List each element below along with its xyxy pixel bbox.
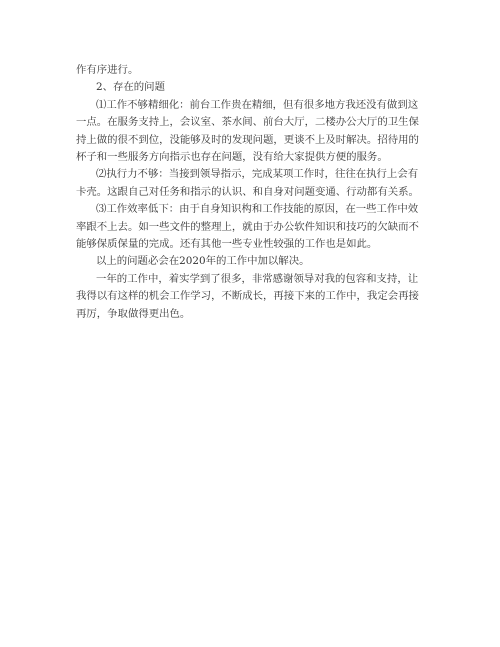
paragraph-issue-2: ⑵执行力不够：当接到领导指示，完成某项工作时，往往在执行上会有卡壳。这跟自己对任务和指示的认识、和自身对问题变通、行动都有关系。: [76, 168, 419, 198]
paragraph-continuation: 作有序进行。: [76, 64, 139, 76]
paragraph-issue-3: ⑶工作效率低下：由于自身知识构和工作技能的原因，在一些工作中效率跟不上去。如一些文件的整理上，就由于办公软件知识和技巧的欠缺而不能够保质保量的完成。还有其他一些专业性较强的工作也是如此。: [76, 203, 419, 251]
section-heading: 2、存在的问题: [96, 81, 165, 94]
paragraph-closing: 一年的工作中，着实学到了很多，非常感谢领导对我的包容和支持，让我得以有这样的机会工作学习，不断成长，再接下来的工作中，我定会再接再厉，争取做得更出色。: [76, 272, 419, 320]
document-body: [76, 62, 426, 323]
paragraph-issue-1: ⑴工作不够精细化：前台工作贵在精细，但有很多地方我还没有做到这一点。在服务支持上，会议室、茶水间、前台大厅，二楼办公大厅的卫生保持上做的很不到位，没能够及时的发现问题，更谈不上及时解决。招待用的杯子和一些服务方向指示也存在问题，没有给大家提供方便的服务。: [76, 98, 419, 164]
paragraph-resolution: 以上的问题必会在2020年的工作中加以解决。: [96, 255, 310, 268]
